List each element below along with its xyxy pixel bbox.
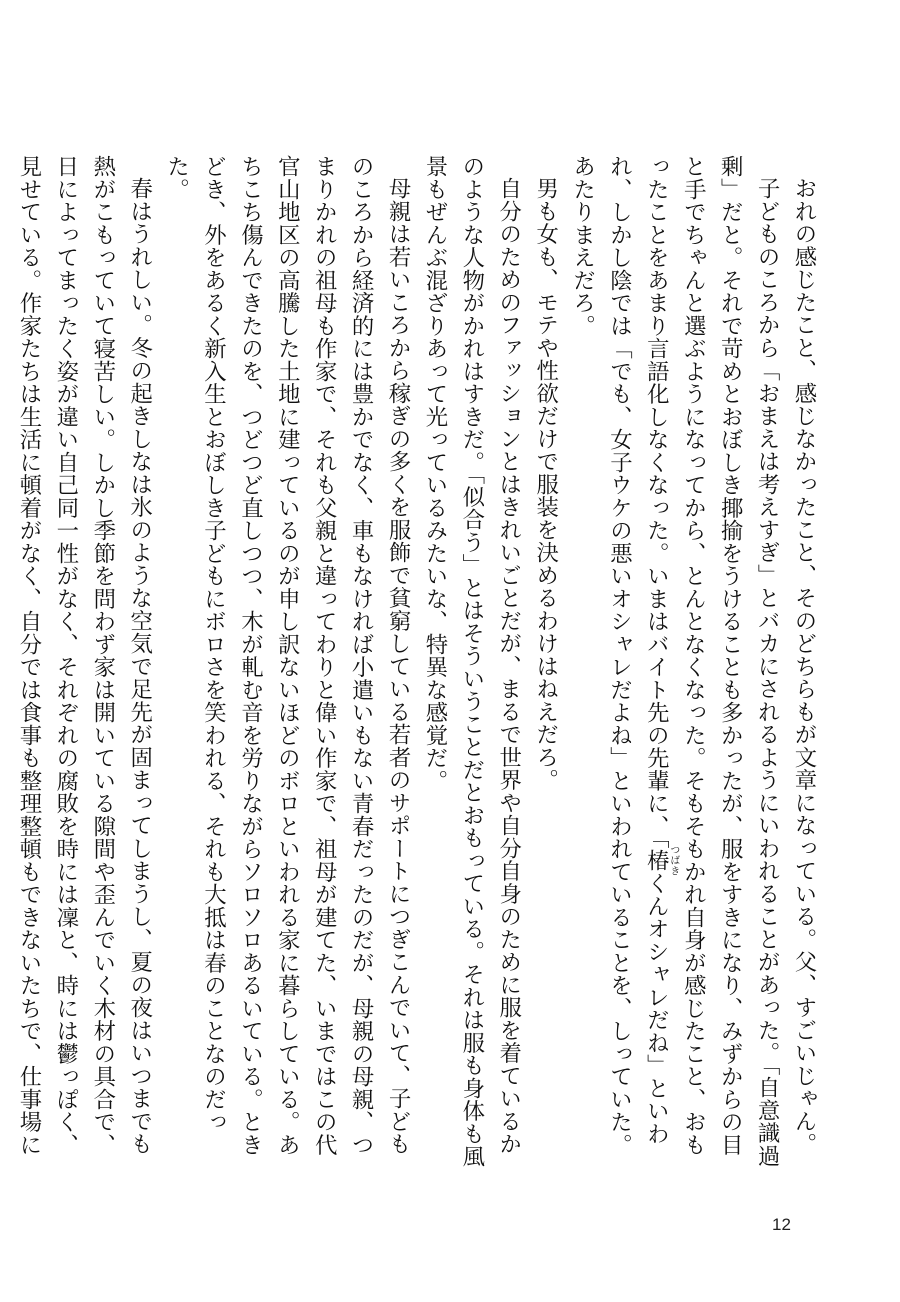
page-number: 12 [772, 1215, 791, 1234]
vertical-text-body [15, 155, 822, 1170]
paragraph-3: 男も女も、モテや性欲だけで服装を決めるわけはねえだろ。 [532, 177, 559, 792]
paragraph-1: おれの感じたこと、感じなかったこと、そのどちらもが文章になっている。父、すごいじゃん。 [791, 177, 817, 1156]
ruby-reading: つばき [667, 844, 679, 876]
paragraph-6: 春はうれしい。冬の起きしなは氷のような空気で足先が固まってしまうし、夏の夜はいつまでも熱がこもっていて寝苦しい。しかし季節を問わず家は開いている隙間や歪んでいく木材の具合で、日によってまったく姿が違い自己同一性がなく、それぞれの腐敗を時には凜と、時には鬱っぽく、見せている。作家たちは生活に頓着がなく、自分では食事も整理整頓もできないたちで、仕事場に [15, 155, 153, 1156]
paragraph-5: 母親は若いころから稼ぎの多くを服飾で貧窮している若者のサポートにつぎこんでいて、子どものころから経済的には豊かでなく、車もなければ小遣いもない青春だったのだが、母親の母親、つまりかれの祖母も作家で、それも父親と違ってわりと偉い作家で、祖母が建てた、いまではこの代官山地区の高騰した土地に建っているのが申し訳ないほどのボロといわれる家に暮らしている。あちこち傷んできたのを、つどつど直しつつ、木が軋む音を労りながらソロソロあるいている。ときどき、外をあるく新入生とおぼしき子どもにボロさを笑われる、それも大抵は春のことなのだった。 [163, 155, 412, 1156]
ruby-annotation: 椿つばき [643, 844, 679, 876]
paragraph-2: 子どものころから「おまえは考えすぎ」とバカにされるようにいわれることがあった。「自意識過剰」だと。それで苛めとおぼしき揶揄をうけることも多かったが、服をすきになり、みずからの目と手でちゃんと選ぶようになってから、とんとなくなった。そもそもかれ自身が感じたこと、おもったことをあまり言語化しなくなった。いまはバイト先の先輩に、「椿つばきくんオシャレだね」といわれ、しかし陰では「でも、女子ウケの悪いオシャレだよね」といわれていることを、しっていた。あたりまえだろ。 [569, 155, 781, 1168]
paragraph-4: 自分のためのファッションとはきれいごとだが、まるで世界や自分自身のために服を着ているかのような人物がかれはすきだ。「似合う」とはそういうことだとおもっている。それは服も身体も風景もぜんぶ混ざりあって光っているみたいな、特異な感覚だ。 [421, 155, 522, 1168]
